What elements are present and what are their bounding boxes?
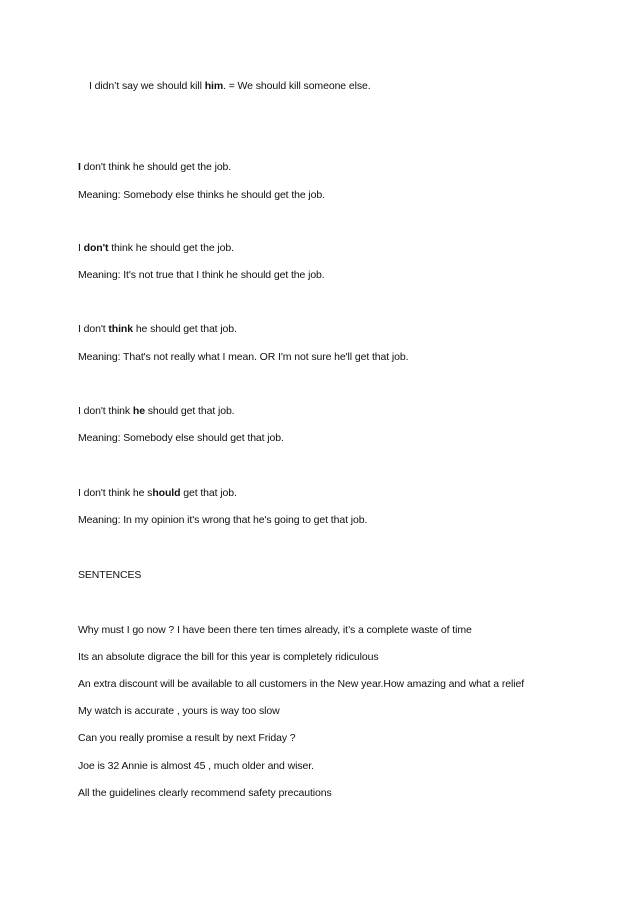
intro-emphasis: him <box>204 80 224 92</box>
intro-line <box>89 80 371 93</box>
example-5-meaning: Meaning: In my opinion it's wrong that he's going to get that job. <box>78 514 368 526</box>
sentence-4: My watch is accurate , yours is way too slow <box>78 705 280 717</box>
sentence-5: Can you really promise a result by next Friday ? <box>78 732 296 744</box>
example-1-post: don't think he should get the job. <box>80 161 232 173</box>
intro-text-post: . = We should kill someone else. <box>223 80 371 92</box>
sentence-2: Its an absolute digrace the bill for this year is completely ridiculous <box>78 651 379 663</box>
sentence-6: Joe is 32 Annie is almost 45 , much older and wiser. <box>78 760 314 772</box>
example-4-emphasis: he <box>132 405 145 417</box>
example-2-meaning: Meaning: It's not true that I think he should get the job. <box>78 269 325 281</box>
example-4-post: should get that job. <box>144 405 235 417</box>
example-4-sentence <box>78 405 235 418</box>
example-2-sentence <box>78 242 234 255</box>
example-1-meaning: Meaning: Somebody else thinks he should get the job. <box>78 189 325 201</box>
example-3-meaning: Meaning: That's not really what I mean. OR I'm not sure he'll get that job. <box>78 351 409 363</box>
example-3-post: he should get that job. <box>133 323 237 335</box>
example-2-pre: I <box>78 242 84 254</box>
sentence-3: An extra discount will be available to all customers in the New year.How amazing and what a relief <box>78 678 525 690</box>
example-3-sentence <box>78 323 237 336</box>
example-2-emphasis: don't <box>83 242 109 254</box>
example-3-emphasis: think <box>108 323 133 335</box>
example-5-sentence <box>78 487 237 500</box>
example-4-meaning: Meaning: Somebody else should get that job. <box>78 432 284 444</box>
example-5-post: get that job. <box>180 487 237 499</box>
example-2-post: think he should get the job. <box>108 242 234 254</box>
example-5-emphasis: hould <box>152 487 181 499</box>
section-heading: SENTENCES <box>78 569 142 581</box>
example-3-pre: I don't <box>78 323 109 335</box>
example-1-sentence <box>78 161 231 174</box>
sentence-1: Why must I go now ? I have been there ten times already, it’s a complete waste of time <box>78 624 472 636</box>
sentence-7: All the guidelines clearly recommend safety precautions <box>78 787 332 799</box>
example-4-pre: I don't think <box>78 405 133 417</box>
intro-text-pre: I didn’t say we should kill <box>89 80 205 92</box>
example-1-emphasis: I <box>78 161 81 173</box>
example-5-pre: I don't think he s <box>78 487 153 499</box>
